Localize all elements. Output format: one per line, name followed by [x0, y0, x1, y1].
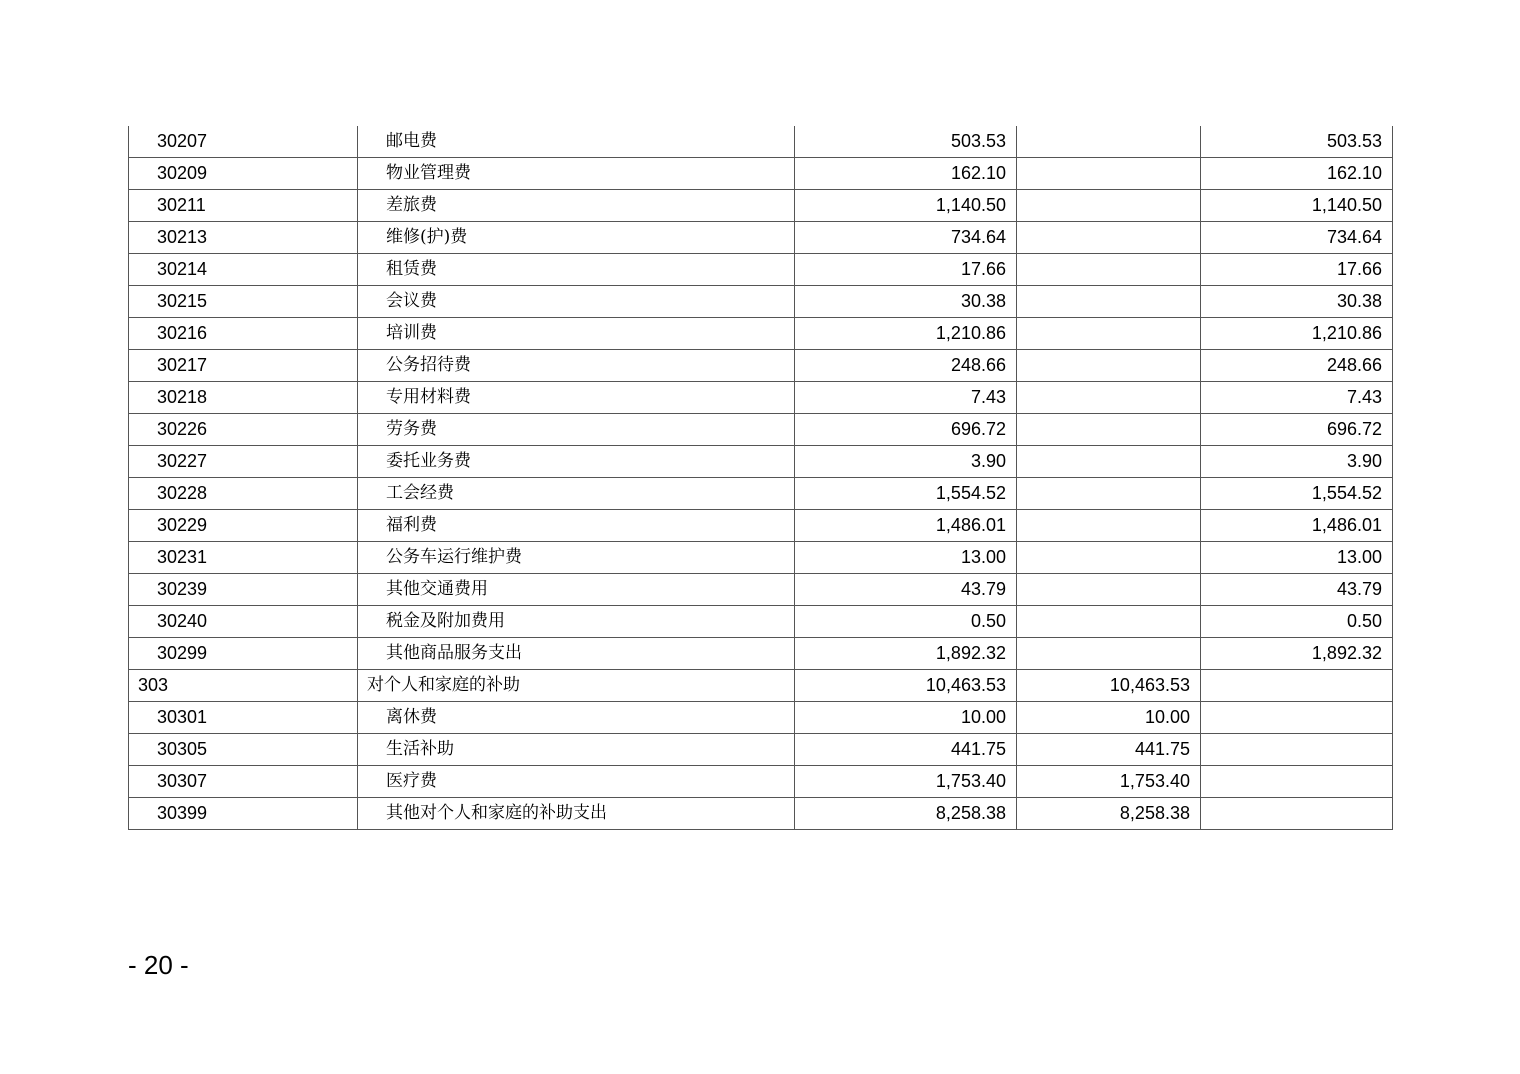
account-name-cell: 税金及附加费用	[358, 606, 795, 638]
account-code-cell: 30216	[129, 318, 358, 350]
project-expenditure-cell: 1,486.01	[1201, 510, 1393, 542]
basic-expenditure-cell	[1017, 638, 1201, 670]
project-expenditure-cell: 734.64	[1201, 222, 1393, 254]
project-expenditure-cell: 1,892.32	[1201, 638, 1393, 670]
account-name-cell: 维修(护)费	[358, 222, 795, 254]
account-code-cell: 30305	[129, 734, 358, 766]
expenditure-table-container	[128, 126, 1392, 830]
total-amount-cell: 30.38	[795, 286, 1017, 318]
basic-expenditure-cell	[1017, 446, 1201, 478]
account-name-cell: 委托业务费	[358, 446, 795, 478]
project-expenditure-cell	[1201, 734, 1393, 766]
basic-expenditure-cell: 10,463.53	[1017, 670, 1201, 702]
account-name-cell: 福利费	[358, 510, 795, 542]
account-code-cell: 30239	[129, 574, 358, 606]
total-amount-cell: 8,258.38	[795, 798, 1017, 830]
total-amount-cell: 7.43	[795, 382, 1017, 414]
table-row	[129, 798, 1393, 830]
account-code-cell: 30214	[129, 254, 358, 286]
basic-expenditure-cell	[1017, 542, 1201, 574]
table-row	[129, 190, 1393, 222]
account-name-cell: 离休费	[358, 702, 795, 734]
project-expenditure-cell: 1,210.86	[1201, 318, 1393, 350]
table-row	[129, 254, 1393, 286]
project-expenditure-cell: 3.90	[1201, 446, 1393, 478]
basic-expenditure-cell	[1017, 158, 1201, 190]
table-row	[129, 350, 1393, 382]
basic-expenditure-cell	[1017, 126, 1201, 158]
account-code-cell: 30213	[129, 222, 358, 254]
table-row	[129, 382, 1393, 414]
account-code-cell: 30217	[129, 350, 358, 382]
account-name-cell: 工会经费	[358, 478, 795, 510]
table-row	[129, 670, 1393, 702]
account-code-cell: 30240	[129, 606, 358, 638]
account-code-cell: 30299	[129, 638, 358, 670]
expenditure-table	[128, 126, 1393, 830]
project-expenditure-cell: 162.10	[1201, 158, 1393, 190]
basic-expenditure-cell	[1017, 606, 1201, 638]
project-expenditure-cell: 13.00	[1201, 542, 1393, 574]
account-code-cell: 30229	[129, 510, 358, 542]
project-expenditure-cell: 503.53	[1201, 126, 1393, 158]
project-expenditure-cell: 1,140.50	[1201, 190, 1393, 222]
account-name-cell: 公务车运行维护费	[358, 542, 795, 574]
total-amount-cell: 696.72	[795, 414, 1017, 446]
total-amount-cell: 162.10	[795, 158, 1017, 190]
project-expenditure-cell: 0.50	[1201, 606, 1393, 638]
table-row	[129, 702, 1393, 734]
total-amount-cell: 3.90	[795, 446, 1017, 478]
project-expenditure-cell	[1201, 670, 1393, 702]
basic-expenditure-cell	[1017, 254, 1201, 286]
table-row	[129, 574, 1393, 606]
table-row	[129, 446, 1393, 478]
basic-expenditure-cell: 10.00	[1017, 702, 1201, 734]
account-code-cell: 30218	[129, 382, 358, 414]
account-code-cell: 303	[129, 670, 358, 702]
account-code-cell: 30231	[129, 542, 358, 574]
total-amount-cell: 0.50	[795, 606, 1017, 638]
total-amount-cell: 1,892.32	[795, 638, 1017, 670]
account-name-cell: 其他对个人和家庭的补助支出	[358, 798, 795, 830]
account-name-cell: 会议费	[358, 286, 795, 318]
account-name-cell: 其他交通费用	[358, 574, 795, 606]
total-amount-cell: 1,486.01	[795, 510, 1017, 542]
table-row	[129, 734, 1393, 766]
table-row	[129, 638, 1393, 670]
basic-expenditure-cell	[1017, 318, 1201, 350]
account-name-cell: 差旅费	[358, 190, 795, 222]
basic-expenditure-cell	[1017, 190, 1201, 222]
total-amount-cell: 43.79	[795, 574, 1017, 606]
account-name-cell: 培训费	[358, 318, 795, 350]
account-name-cell: 医疗费	[358, 766, 795, 798]
total-amount-cell: 248.66	[795, 350, 1017, 382]
table-row	[129, 478, 1393, 510]
basic-expenditure-cell: 8,258.38	[1017, 798, 1201, 830]
project-expenditure-cell	[1201, 766, 1393, 798]
account-name-cell: 租赁费	[358, 254, 795, 286]
basic-expenditure-cell	[1017, 286, 1201, 318]
project-expenditure-cell: 696.72	[1201, 414, 1393, 446]
table-row	[129, 286, 1393, 318]
page-number: - 20 -	[128, 950, 189, 980]
basic-expenditure-cell	[1017, 414, 1201, 446]
basic-expenditure-cell: 441.75	[1017, 734, 1201, 766]
project-expenditure-cell: 17.66	[1201, 254, 1393, 286]
total-amount-cell: 10.00	[795, 702, 1017, 734]
account-name-cell: 邮电费	[358, 126, 795, 158]
total-amount-cell: 441.75	[795, 734, 1017, 766]
account-name-cell: 专用材料费	[358, 382, 795, 414]
total-amount-cell: 1,210.86	[795, 318, 1017, 350]
account-code-cell: 30399	[129, 798, 358, 830]
account-name-cell: 公务招待费	[358, 350, 795, 382]
basic-expenditure-cell	[1017, 382, 1201, 414]
account-code-cell: 30301	[129, 702, 358, 734]
table-row	[129, 222, 1393, 254]
total-amount-cell: 17.66	[795, 254, 1017, 286]
table-body	[129, 126, 1393, 830]
table-row	[129, 414, 1393, 446]
account-code-cell: 30228	[129, 478, 358, 510]
account-code-cell: 30307	[129, 766, 358, 798]
total-amount-cell: 1,140.50	[795, 190, 1017, 222]
basic-expenditure-cell	[1017, 222, 1201, 254]
total-amount-cell: 503.53	[795, 126, 1017, 158]
total-amount-cell: 1,753.40	[795, 766, 1017, 798]
account-code-cell: 30209	[129, 158, 358, 190]
account-code-cell: 30227	[129, 446, 358, 478]
table-row	[129, 510, 1393, 542]
total-amount-cell: 13.00	[795, 542, 1017, 574]
project-expenditure-cell: 43.79	[1201, 574, 1393, 606]
basic-expenditure-cell	[1017, 510, 1201, 542]
account-name-cell: 对个人和家庭的补助	[358, 670, 795, 702]
account-code-cell: 30207	[129, 126, 358, 158]
account-code-cell: 30215	[129, 286, 358, 318]
project-expenditure-cell	[1201, 798, 1393, 830]
account-name-cell: 生活补助	[358, 734, 795, 766]
table-row	[129, 606, 1393, 638]
account-name-cell: 劳务费	[358, 414, 795, 446]
basic-expenditure-cell	[1017, 350, 1201, 382]
project-expenditure-cell	[1201, 702, 1393, 734]
table-row	[129, 542, 1393, 574]
account-name-cell: 其他商品服务支出	[358, 638, 795, 670]
basic-expenditure-cell	[1017, 574, 1201, 606]
account-name-cell: 物业管理费	[358, 158, 795, 190]
project-expenditure-cell: 30.38	[1201, 286, 1393, 318]
total-amount-cell: 1,554.52	[795, 478, 1017, 510]
table-row	[129, 318, 1393, 350]
table-row	[129, 158, 1393, 190]
account-code-cell: 30211	[129, 190, 358, 222]
project-expenditure-cell: 248.66	[1201, 350, 1393, 382]
account-code-cell: 30226	[129, 414, 358, 446]
basic-expenditure-cell	[1017, 478, 1201, 510]
basic-expenditure-cell: 1,753.40	[1017, 766, 1201, 798]
project-expenditure-cell: 1,554.52	[1201, 478, 1393, 510]
table-row	[129, 766, 1393, 798]
project-expenditure-cell: 7.43	[1201, 382, 1393, 414]
table-row	[129, 126, 1393, 158]
total-amount-cell: 10,463.53	[795, 670, 1017, 702]
total-amount-cell: 734.64	[795, 222, 1017, 254]
